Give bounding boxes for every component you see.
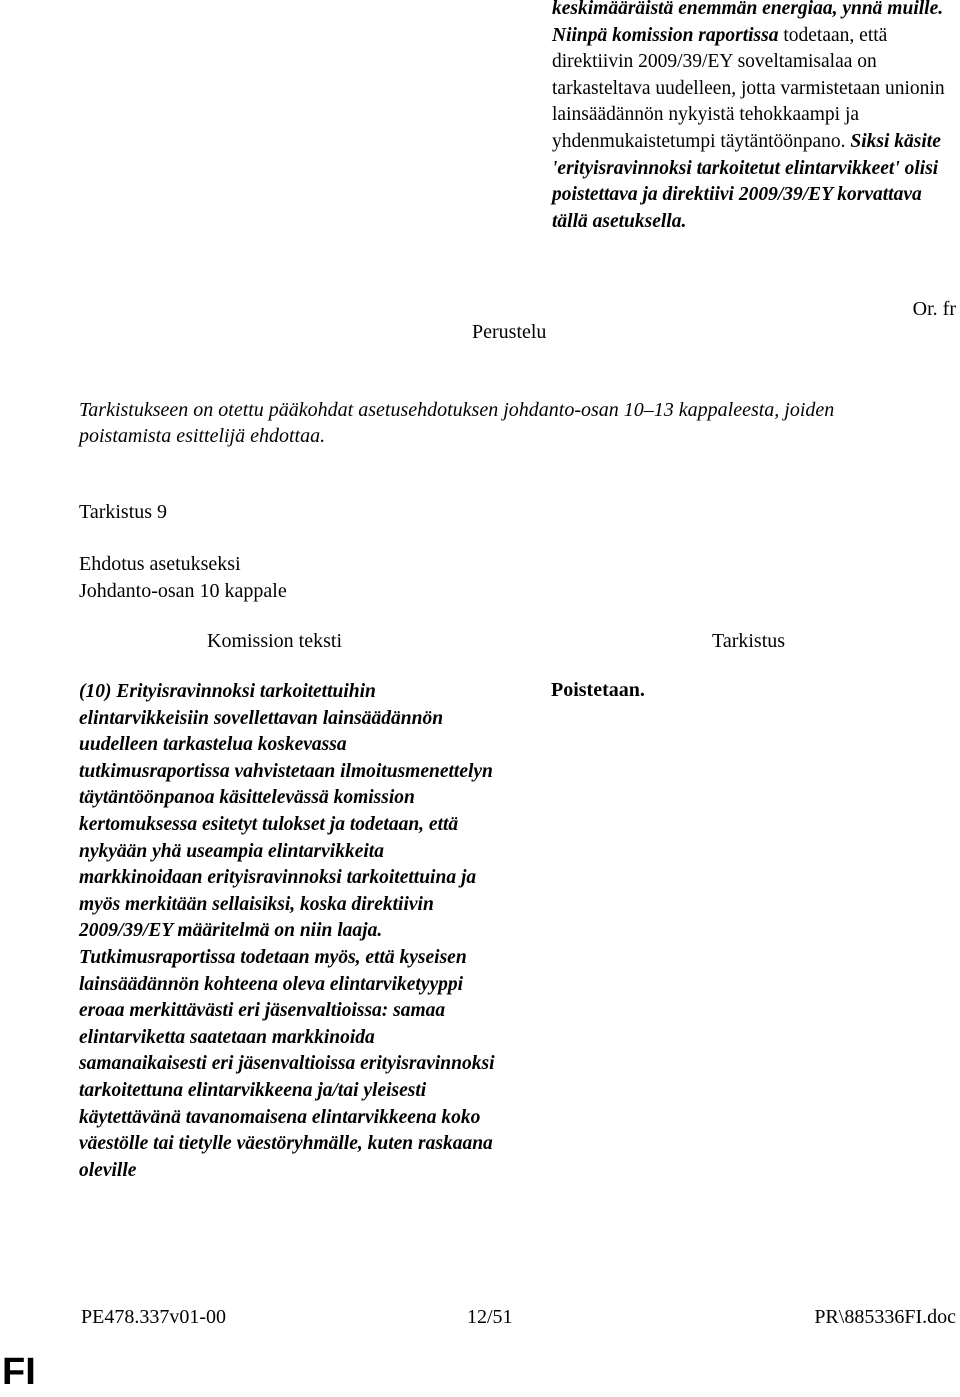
commission-text-body: (10) Erityisravinnoksi tarkoitettuihin elintarvikkeisiin sovellettavan lainsäädännön uudelleen tarkastelua koskevassa tutkimusraportissa vahvistetaan ilmoitusmenettelyn täytäntöönpanoa käsittelevässä komission kertomuksessa esitetyt tulokset ja todetaan, että nykyään yhä useampia elintarvikkeita markkinoidaan erityisravinnoksi tarkoitettuina ja myös merkitään sellaisiksi, koska direktiivin 2009/39/EY määritelmä on niin laaja. Tutkimusraportissa todetaan myös, että kyseisen lainsäädännön kohteena oleva elintarviketyyppi eroaa merkittävästi eri jäsenvaltioissa: samaa elintarviketta saatetaan markkinoida samanaikaisesti eri jäsenvaltioissa erityisravinnoksi tarkoitettuna elintarvikkeena ja/tai yleisesti käytettävänä tavanomaisena elintarvikkeena koko väestölle tai tietylle väestöryhmälle, kuten raskaana oleville [79,681,495,1181]
amendment-text-body: Poistetaan. [551,679,645,701]
footer-reference: PE478.337v01-00 [81,1306,226,1328]
language-code: FI [2,1351,36,1393]
top-text-unchanged-part: todetaan, että direktiivin 2009/39/EY soveltamisalaa on tarkasteltava uudelleen, jotta varmistetaan unionin lainsäädännön nykyistä tehokkaampi ja yhdenmukaistetumpi täytäntöönpano. [552,24,945,152]
top-text-added-part: Siksi käsite 'erityisravinnoksi tarkoitetut elintarvikkeet' olisi poistettava ja direktiivi 2009/39/EY korvattava tällä asetuksella. [552,130,941,232]
amendment-heading: Tarkistus 9 [79,501,168,523]
footer-document-name: PR\885336FI.doc [814,1306,956,1328]
continued-amendment-text [552,0,957,235]
top-text-deleted-part: keskimääräistä enemmän energiaa, ynnä muille. Niinpä komission raportissa [552,0,944,46]
proposal-title: Ehdotus asetukseksi [79,553,241,575]
commission-text-column-heading: Komission teksti [207,630,343,652]
amendment-column-heading: Tarkistus [712,630,786,652]
justification-text: Tarkistukseen on otettu pääkohdat asetusehdotuksen johdanto-osan 10–13 kappaleesta, joiden poistamista esittelijä ehdottaa. [79,399,835,447]
justification-heading: Perustelu [472,321,547,343]
proposal-label [79,551,287,605]
original-language-label: Or. fr [912,298,956,320]
footer-page-number: 12/51 [467,1306,513,1328]
proposal-recital: Johdanto-osan 10 kappale [79,580,287,602]
